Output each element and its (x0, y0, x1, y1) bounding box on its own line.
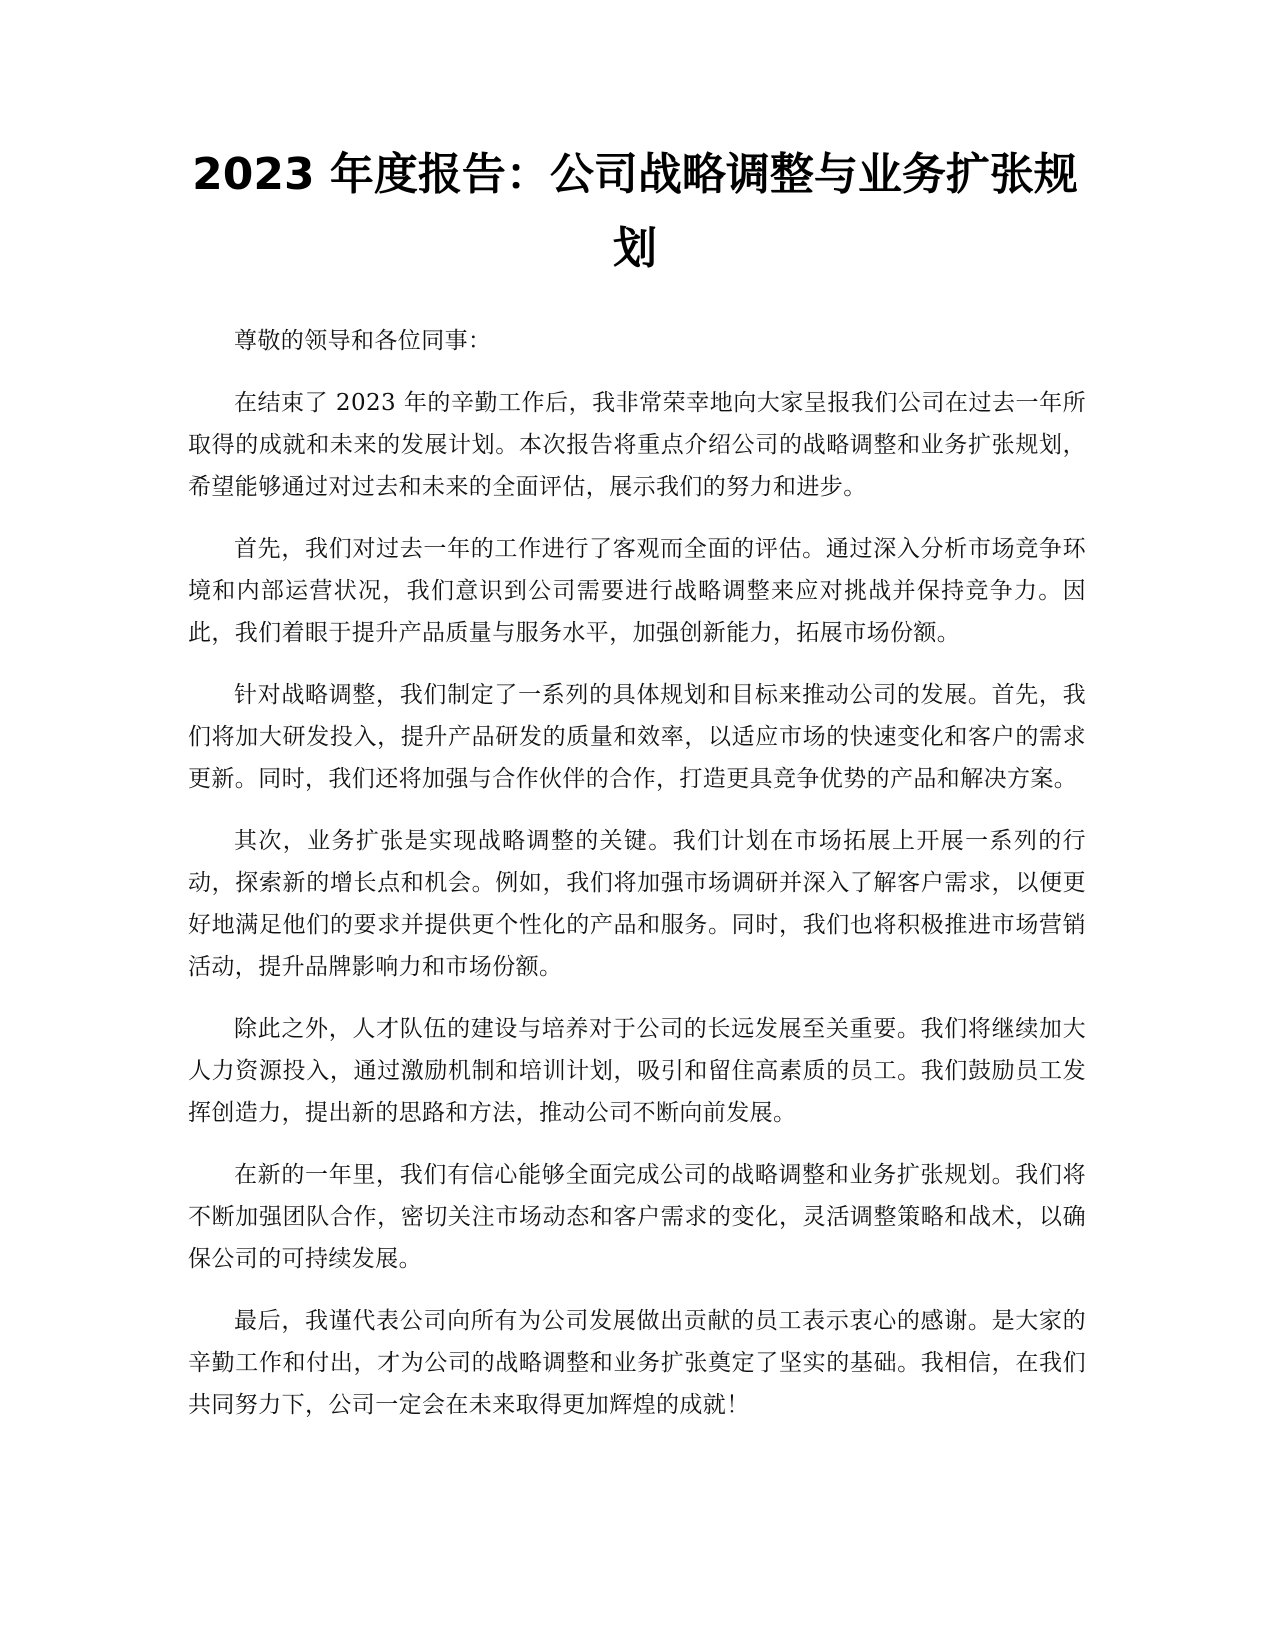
paragraph-7: 最后，我谨代表公司向所有为公司发展做出贡献的员工表示衷心的感谢。是大家的辛勤工作和付出，才为公司的战略调整和业务扩张奠定了坚实的基础。我相信，在我们共同努力下，公司一定会在未来取得更加辉煌的成就！ (188, 1308, 1086, 1418)
paragraph-6: 在新的一年里，我们有信心能够全面完成公司的战略调整和业务扩张规划。我们将不断加强团队合作，密切关注市场动态和客户需求的变化，灵活调整策略和战术，以确保公司的可持续发展。 (188, 1162, 1086, 1272)
paragraph-3: 针对战略调整，我们制定了一系列的具体规划和目标来推动公司的发展。首先，我们将加大研发投入，提升产品研发的质量和效率，以适应市场的快速变化和客户的需求更新。同时，我们还将加强与合作伙伴的合作，打造更具竞争优势的产品和解决方案。 (188, 682, 1086, 792)
paragraph-5: 除此之外，人才队伍的建设与培养对于公司的长远发展至关重要。我们将继续加大人力资源投入，通过激励机制和培训计划，吸引和留住高素质的员工。我们鼓励员工发挥创造力，提出新的思路和方法，推动公司不断向前发展。 (188, 1016, 1086, 1126)
document-body (188, 320, 1086, 1446)
paragraph-1: 在结束了 2023 年的辛勤工作后，我非常荣幸地向大家呈报我们公司在过去一年所取得的成就和未来的发展计划。本次报告将重点介绍公司的战略调整和业务扩张规划，希望能够通过对过去和未来的全面评估，展示我们的努力和进步。 (188, 390, 1086, 500)
salutation: 尊敬的领导和各位同事： (234, 328, 492, 354)
document-title: 2023 年度报告：公司战略调整与业务扩张规划 (192, 149, 1078, 274)
paragraph-4: 其次，业务扩张是实现战略调整的关键。我们计划在市场拓展上开展一系列的行动，探索新的增长点和机会。例如，我们将加强市场调研并深入了解客户需求，以便更好地满足他们的要求并提供更个性化的产品和服务。同时，我们也将积极推进市场营销活动，提升品牌影响力和市场份额。 (188, 828, 1086, 980)
paragraph-2: 首先，我们对过去一年的工作进行了客观而全面的评估。通过深入分析市场竞争环境和内部运营状况，我们意识到公司需要进行战略调整来应对挑战并保持竞争力。因此，我们着眼于提升产品质量与服务水平，加强创新能力，拓展市场份额。 (188, 536, 1086, 646)
